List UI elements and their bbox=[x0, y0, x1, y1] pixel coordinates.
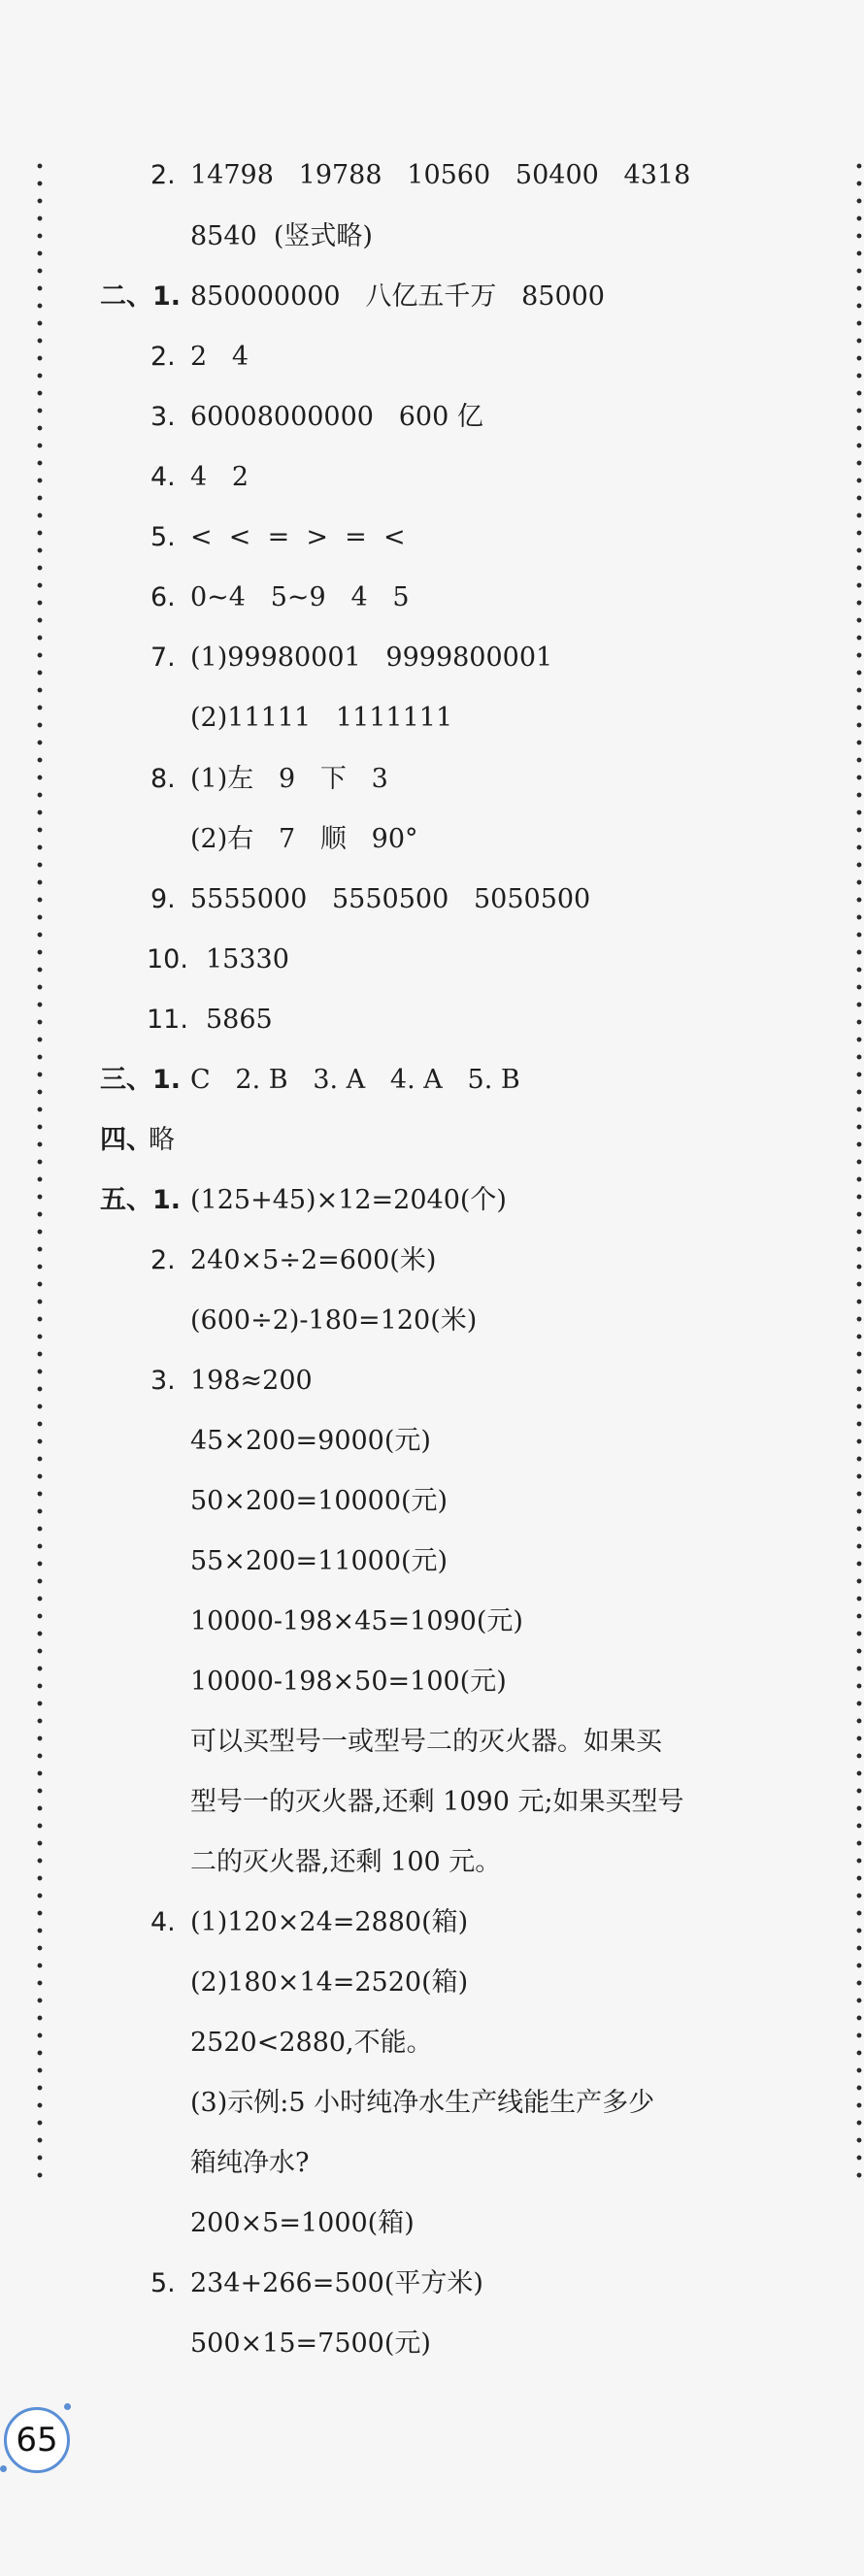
item-label: 10. bbox=[147, 944, 188, 974]
item-text: 850000000 八亿五千万 85000 bbox=[190, 281, 605, 312]
item-text: 10000-198×50=100(元) bbox=[190, 1667, 507, 1697]
item-text: 14798 19788 10560 50400 4318 bbox=[190, 160, 691, 190]
item-text: 234+266=500(平方米) bbox=[190, 2268, 483, 2298]
item-text: C 2. B 3. A 4. A 5. B bbox=[190, 1065, 520, 1095]
item-label: 5. bbox=[150, 2268, 176, 2298]
item-text: 8540 (竖式略) bbox=[190, 221, 373, 251]
item-label: 4. bbox=[150, 1907, 176, 1937]
item-label: 二、1. bbox=[100, 281, 182, 312]
right-dotted-border bbox=[856, 157, 862, 2186]
item-label: 8. bbox=[150, 764, 176, 794]
item-text: (2)右 7 顺 90° bbox=[190, 824, 418, 854]
item-text: 15330 bbox=[206, 944, 289, 974]
item-text: 可以买型号一或型号二的灭火器。如果买 bbox=[190, 1727, 662, 1757]
page-number: 65 bbox=[16, 2421, 58, 2460]
item-text: (1)左 9 下 3 bbox=[190, 764, 388, 794]
item-text: < < = > = < bbox=[190, 522, 406, 552]
item-text: 2 4 bbox=[190, 342, 249, 372]
badge-decoration-dot bbox=[64, 2403, 71, 2410]
item-text: 45×200=9000(元) bbox=[190, 1426, 431, 1456]
item-text: (1)120×24=2880(箱) bbox=[190, 1907, 469, 1937]
item-text: 型号一的灭火器,还剩 1090 元;如果买型号 bbox=[190, 1787, 684, 1817]
item-label: 五、1. bbox=[100, 1185, 182, 1215]
item-text: 0~4 5~9 4 5 bbox=[190, 582, 410, 612]
badge-decoration-dot bbox=[0, 2465, 7, 2472]
item-text: (125+45)×12=2040(个) bbox=[190, 1185, 507, 1215]
item-text: 240×5÷2=600(米) bbox=[190, 1245, 437, 1275]
item-label: 2. bbox=[150, 160, 176, 190]
item-label: 2. bbox=[150, 1245, 176, 1275]
item-label: 2. bbox=[150, 342, 176, 372]
item-text: 2520<2880,不能。 bbox=[190, 2028, 433, 2058]
page-number-badge bbox=[4, 2407, 70, 2473]
item-text: 5865 bbox=[206, 1005, 273, 1035]
item-label: 7. bbox=[150, 643, 176, 673]
item-label: 四、 bbox=[100, 1125, 152, 1155]
item-label: 3. bbox=[150, 1366, 176, 1396]
item-label: 4. bbox=[150, 462, 176, 492]
item-text: 500×15=7500(元) bbox=[190, 2328, 431, 2359]
item-label: 5. bbox=[150, 522, 176, 552]
item-label: 6. bbox=[150, 582, 176, 612]
item-text: 5555000 5550500 5050500 bbox=[190, 884, 591, 914]
item-text: (2)180×14=2520(箱) bbox=[190, 1967, 469, 1998]
item-label: 三、1. bbox=[100, 1065, 182, 1095]
item-label: 11. bbox=[147, 1005, 188, 1035]
item-text: 198≈200 bbox=[190, 1366, 313, 1396]
item-text: (2)11111 1111111 bbox=[190, 703, 453, 733]
item-text: (1)99980001 9999800001 bbox=[190, 643, 553, 673]
item-label: 9. bbox=[150, 884, 176, 914]
item-text: 4 2 bbox=[190, 462, 249, 492]
item-text: 略 bbox=[149, 1125, 175, 1155]
item-text: (600÷2)-180=120(米) bbox=[190, 1305, 478, 1336]
item-text: 55×200=11000(元) bbox=[190, 1546, 449, 1576]
item-label: 3. bbox=[150, 402, 176, 432]
item-text: 60008000000 600 亿 bbox=[190, 402, 483, 432]
item-text: 10000-198×45=1090(元) bbox=[190, 1606, 523, 1636]
left-dotted-border bbox=[37, 157, 43, 2186]
item-text: 200×5=1000(箱) bbox=[190, 2208, 415, 2238]
item-text: 箱纯净水? bbox=[190, 2148, 310, 2178]
item-text: (3)示例:5 小时纯净水生产线能生产多少 bbox=[190, 2088, 655, 2118]
item-text: 二的灭火器,还剩 100 元。 bbox=[190, 1847, 502, 1877]
item-text: 50×200=10000(元) bbox=[190, 1486, 449, 1516]
